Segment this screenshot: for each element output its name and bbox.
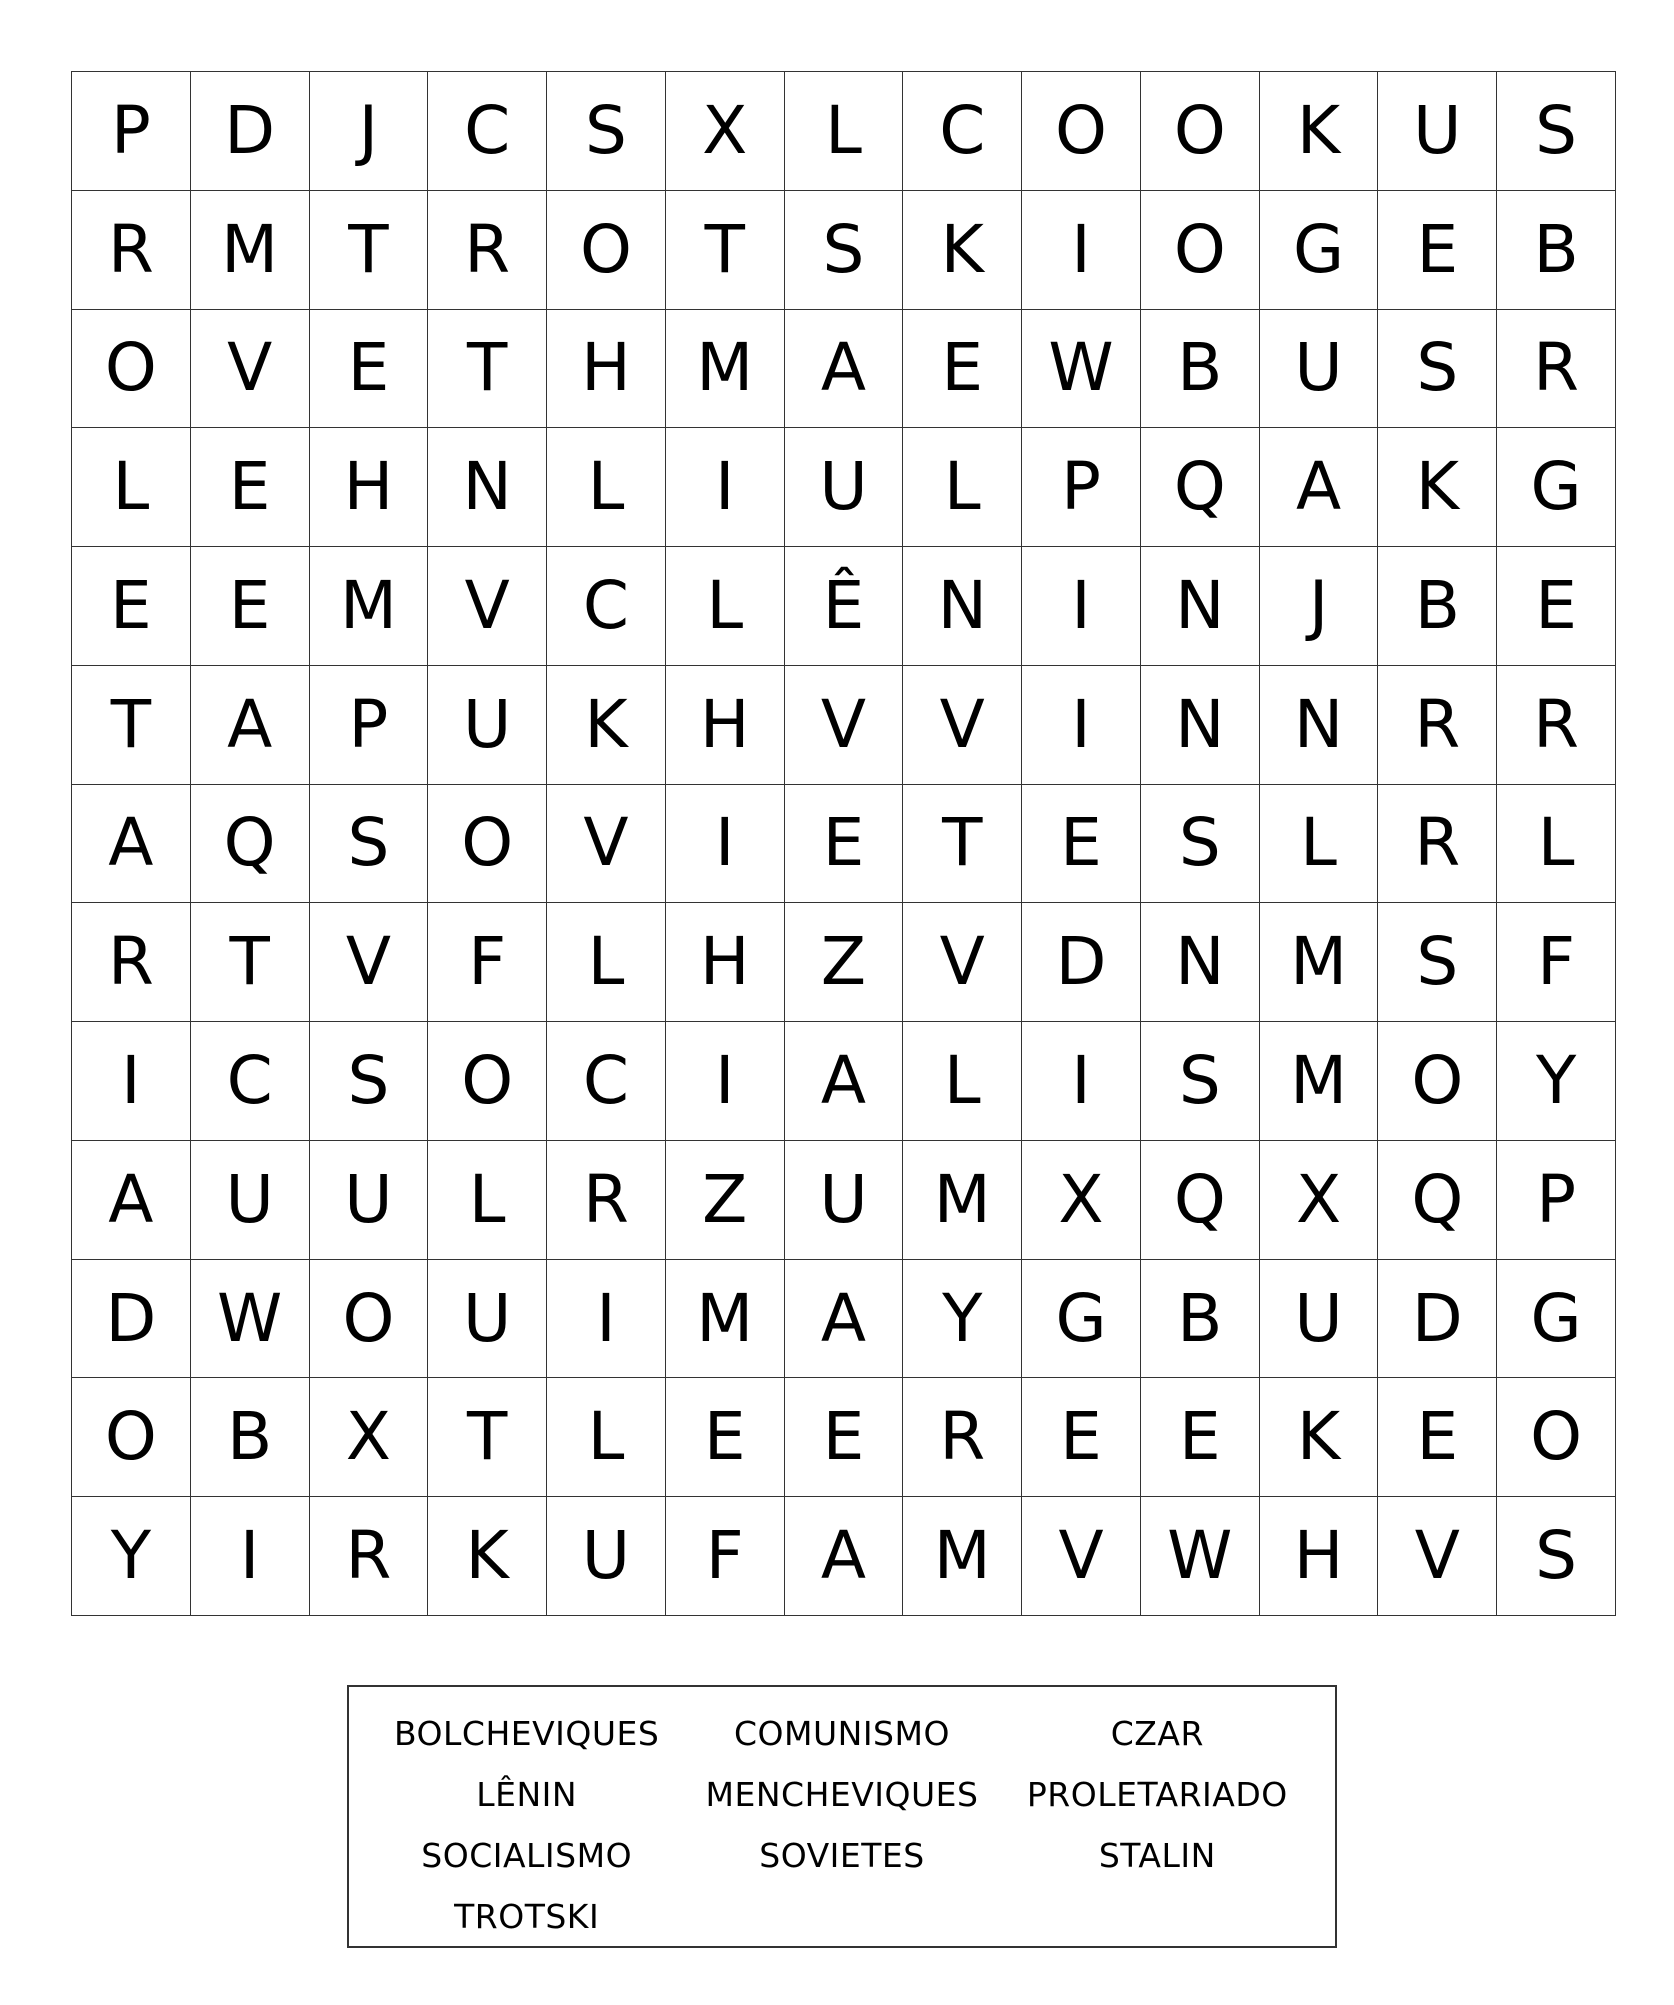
grid-cell[interactable]: C xyxy=(547,1022,666,1141)
grid-cell[interactable]: E xyxy=(1378,191,1497,310)
grid-cell[interactable]: A xyxy=(72,1141,191,1260)
grid-cell[interactable]: S xyxy=(310,1022,429,1141)
grid-cell[interactable]: I xyxy=(1022,547,1141,666)
word-bank-item: SOCIALISMO xyxy=(421,1836,633,1875)
grid-cell[interactable]: L xyxy=(547,428,666,547)
word-bank-item: STALIN xyxy=(1098,1836,1216,1875)
grid-cell[interactable]: L xyxy=(903,428,1022,547)
grid-cell[interactable]: T xyxy=(666,191,785,310)
grid-cell[interactable]: A xyxy=(785,310,904,429)
grid-cell[interactable]: H xyxy=(310,428,429,547)
grid-cell[interactable]: Q xyxy=(1378,1141,1497,1260)
grid-cell[interactable]: A xyxy=(785,1260,904,1379)
grid-cell[interactable]: D xyxy=(1022,903,1141,1022)
grid-cell[interactable]: E xyxy=(785,1378,904,1497)
grid-cell[interactable]: A xyxy=(72,785,191,904)
grid-cell[interactable]: D xyxy=(72,1260,191,1379)
grid-cell[interactable]: M xyxy=(903,1141,1022,1260)
word-bank-item: BOLCHEVIQUES xyxy=(393,1714,660,1753)
grid-cell[interactable]: O xyxy=(1378,1022,1497,1141)
grid-cell[interactable]: S xyxy=(785,191,904,310)
grid-cell[interactable]: A xyxy=(785,1022,904,1141)
grid-cell[interactable]: I xyxy=(191,1497,310,1616)
word-search-grid xyxy=(71,71,1616,1616)
grid-cell[interactable]: X xyxy=(1022,1141,1141,1260)
grid-cell[interactable]: U xyxy=(1260,1260,1379,1379)
grid-cell[interactable]: U xyxy=(547,1497,666,1616)
grid-cell[interactable]: I xyxy=(1022,666,1141,785)
grid-cell[interactable]: L xyxy=(1260,785,1379,904)
grid-cell[interactable]: M xyxy=(1260,1022,1379,1141)
grid-cell[interactable]: Y xyxy=(903,1260,1022,1379)
grid-cell[interactable]: Q xyxy=(1141,428,1260,547)
grid-cell[interactable]: G xyxy=(1497,428,1616,547)
grid-cell[interactable]: H xyxy=(666,666,785,785)
grid-cell[interactable]: K xyxy=(1378,428,1497,547)
grid-cell[interactable]: S xyxy=(310,785,429,904)
grid-cell[interactable]: F xyxy=(666,1497,785,1616)
grid-cell[interactable]: A xyxy=(785,1497,904,1616)
grid-cell[interactable]: N xyxy=(903,547,1022,666)
grid-cell[interactable]: E xyxy=(1141,1378,1260,1497)
grid-cell[interactable]: V xyxy=(191,310,310,429)
grid-cell[interactable]: L xyxy=(547,1378,666,1497)
grid-cell[interactable]: S xyxy=(1141,785,1260,904)
grid-cell[interactable]: N xyxy=(428,428,547,547)
grid-cell[interactable]: U xyxy=(785,428,904,547)
word-bank xyxy=(347,1685,1337,1948)
grid-cell[interactable]: N xyxy=(1260,666,1379,785)
grid-cell[interactable]: E xyxy=(310,310,429,429)
grid-cell[interactable]: Y xyxy=(72,1497,191,1616)
grid-cell[interactable]: V xyxy=(785,666,904,785)
grid-cell[interactable]: I xyxy=(547,1260,666,1379)
grid-cell[interactable]: P xyxy=(310,666,429,785)
grid-cell[interactable]: P xyxy=(1022,428,1141,547)
grid-cell[interactable]: V xyxy=(903,666,1022,785)
grid-cell[interactable]: M xyxy=(1260,903,1379,1022)
grid-cell[interactable]: U xyxy=(310,1141,429,1260)
grid-cell[interactable]: S xyxy=(1378,903,1497,1022)
grid-cell[interactable]: S xyxy=(1141,1022,1260,1141)
grid-cell[interactable]: K xyxy=(1260,72,1379,191)
grid-cell[interactable]: E xyxy=(191,428,310,547)
grid-cell[interactable]: T xyxy=(310,191,429,310)
grid-cell[interactable]: M xyxy=(191,191,310,310)
grid-cell[interactable]: R xyxy=(428,191,547,310)
grid-cell[interactable]: L xyxy=(903,1022,1022,1141)
grid-cell[interactable]: O xyxy=(1497,1378,1616,1497)
grid-cell[interactable]: C xyxy=(903,72,1022,191)
grid-cell[interactable]: W xyxy=(1141,1497,1260,1616)
grid-cell[interactable]: D xyxy=(191,72,310,191)
word-bank-item: LÊNIN xyxy=(476,1775,578,1814)
grid-cell[interactable]: I xyxy=(666,785,785,904)
grid-cell[interactable]: E xyxy=(785,785,904,904)
grid-cell[interactable]: E xyxy=(72,547,191,666)
grid-cell[interactable]: O xyxy=(1141,72,1260,191)
grid-cell[interactable]: F xyxy=(1497,903,1616,1022)
grid-cell[interactable]: U xyxy=(428,666,547,785)
grid-cell[interactable]: J xyxy=(310,72,429,191)
grid-cell[interactable]: S xyxy=(1497,72,1616,191)
grid-cell[interactable]: E xyxy=(1378,1378,1497,1497)
grid-cell[interactable]: W xyxy=(1022,310,1141,429)
word-bank-item: PROLETARIADO xyxy=(1026,1775,1288,1814)
grid-cell[interactable]: C xyxy=(547,547,666,666)
grid-cell[interactable]: Ê xyxy=(785,547,904,666)
grid-cell[interactable]: N xyxy=(1141,666,1260,785)
grid-cell[interactable]: H xyxy=(666,903,785,1022)
grid-cell[interactable]: T xyxy=(72,666,191,785)
grid-cell[interactable]: R xyxy=(1378,785,1497,904)
grid-cell[interactable]: L xyxy=(1497,785,1616,904)
grid-cell[interactable]: I xyxy=(1022,1022,1141,1141)
grid-cell[interactable]: B xyxy=(1141,310,1260,429)
grid-cell[interactable]: E xyxy=(191,547,310,666)
grid-cell[interactable]: K xyxy=(1260,1378,1379,1497)
grid-cell[interactable]: C xyxy=(428,72,547,191)
grid-cell[interactable]: D xyxy=(1378,1260,1497,1379)
grid-cell[interactable]: F xyxy=(428,903,547,1022)
grid-cell[interactable]: G xyxy=(1022,1260,1141,1379)
grid-cell[interactable]: T xyxy=(428,1378,547,1497)
grid-cell[interactable]: O xyxy=(72,1378,191,1497)
grid-cell[interactable]: R xyxy=(72,191,191,310)
grid-cell[interactable]: U xyxy=(1260,310,1379,429)
grid-cell[interactable]: I xyxy=(1022,191,1141,310)
grid-cell[interactable]: J xyxy=(1260,547,1379,666)
grid-cell[interactable]: M xyxy=(310,547,429,666)
grid-cell[interactable]: E xyxy=(666,1378,785,1497)
grid-cell[interactable]: O xyxy=(72,310,191,429)
grid-cell[interactable]: M xyxy=(903,1497,1022,1616)
grid-cell[interactable]: A xyxy=(191,666,310,785)
grid-cell[interactable]: O xyxy=(547,191,666,310)
grid-cell[interactable]: Q xyxy=(1141,1141,1260,1260)
grid-cell[interactable]: I xyxy=(666,1022,785,1141)
grid-cell[interactable]: R xyxy=(903,1378,1022,1497)
grid-cell[interactable]: P xyxy=(72,72,191,191)
grid-cell[interactable]: R xyxy=(1497,666,1616,785)
grid-cell[interactable]: L xyxy=(785,72,904,191)
grid-cell[interactable]: S xyxy=(1378,310,1497,429)
grid-cell[interactable]: X xyxy=(310,1378,429,1497)
grid-cell[interactable]: L xyxy=(72,428,191,547)
grid-cell[interactable]: K xyxy=(428,1497,547,1616)
grid-cell[interactable]: L xyxy=(547,903,666,1022)
grid-cell[interactable]: B xyxy=(1378,547,1497,666)
grid-cell[interactable]: L xyxy=(428,1141,547,1260)
grid-cell[interactable]: B xyxy=(191,1378,310,1497)
grid-cell[interactable]: O xyxy=(428,785,547,904)
grid-cell[interactable]: S xyxy=(1497,1497,1616,1616)
grid-cell[interactable]: U xyxy=(428,1260,547,1379)
grid-cell[interactable]: X xyxy=(1260,1141,1379,1260)
grid-cell[interactable]: K xyxy=(903,191,1022,310)
grid-cell[interactable]: G xyxy=(1260,191,1379,310)
grid-cell[interactable]: V xyxy=(428,547,547,666)
grid-cell[interactable]: C xyxy=(191,1022,310,1141)
grid-cell[interactable]: R xyxy=(72,903,191,1022)
grid-cell[interactable]: O xyxy=(428,1022,547,1141)
grid-cell[interactable]: Q xyxy=(191,785,310,904)
grid-cell[interactable]: O xyxy=(310,1260,429,1379)
grid-cell[interactable]: V xyxy=(547,785,666,904)
grid-cell[interactable]: R xyxy=(1378,666,1497,785)
grid-cell[interactable]: R xyxy=(547,1141,666,1260)
grid-cell[interactable]: L xyxy=(666,547,785,666)
grid-cell[interactable]: T xyxy=(903,785,1022,904)
grid-cell[interactable]: P xyxy=(1497,1141,1616,1260)
grid-cell[interactable]: M xyxy=(666,1260,785,1379)
grid-cell[interactable]: T xyxy=(428,310,547,429)
grid-cell[interactable]: E xyxy=(1022,785,1141,904)
grid-cell[interactable]: A xyxy=(1260,428,1379,547)
grid-cell[interactable]: V xyxy=(1022,1497,1141,1616)
grid-cell[interactable]: U xyxy=(191,1141,310,1260)
grid-cell[interactable]: U xyxy=(1378,72,1497,191)
grid-cell[interactable]: U xyxy=(785,1141,904,1260)
grid-cell[interactable]: K xyxy=(547,666,666,785)
grid-cell[interactable]: E xyxy=(1497,547,1616,666)
grid-cell[interactable]: Z xyxy=(785,903,904,1022)
grid-cell[interactable]: S xyxy=(547,72,666,191)
grid-cell[interactable]: I xyxy=(666,428,785,547)
grid-cell[interactable]: I xyxy=(72,1022,191,1141)
word-bank-item: SOVIETES xyxy=(759,1836,925,1875)
grid-cell[interactable]: R xyxy=(1497,310,1616,429)
grid-cell[interactable]: E xyxy=(903,310,1022,429)
grid-cell[interactable]: M xyxy=(666,310,785,429)
grid-cell[interactable]: B xyxy=(1497,191,1616,310)
grid-cell[interactable]: G xyxy=(1497,1260,1616,1379)
grid-cell[interactable]: Z xyxy=(666,1141,785,1260)
word-bank-item: CZAR xyxy=(1110,1714,1204,1753)
grid-cell[interactable]: X xyxy=(666,72,785,191)
grid-cell[interactable]: N xyxy=(1141,547,1260,666)
word-bank-item: COMUNISMO xyxy=(734,1714,950,1753)
grid-cell[interactable]: W xyxy=(191,1260,310,1379)
grid-cell[interactable]: V xyxy=(310,903,429,1022)
grid-cell[interactable]: T xyxy=(191,903,310,1022)
grid-cell[interactable]: B xyxy=(1141,1260,1260,1379)
grid-cell[interactable]: H xyxy=(547,310,666,429)
grid-cell[interactable]: V xyxy=(1378,1497,1497,1616)
grid-cell[interactable]: H xyxy=(1260,1497,1379,1616)
word-bank-item: TROTSKI xyxy=(454,1897,600,1936)
grid-cell[interactable]: E xyxy=(1022,1378,1141,1497)
grid-cell[interactable]: R xyxy=(310,1497,429,1616)
grid-cell[interactable]: Y xyxy=(1497,1022,1616,1141)
word-bank-item: MENCHEVIQUES xyxy=(705,1775,979,1814)
grid-cell[interactable]: N xyxy=(1141,903,1260,1022)
grid-cell[interactable]: O xyxy=(1022,72,1141,191)
grid-cell[interactable]: O xyxy=(1141,191,1260,310)
grid-cell[interactable]: V xyxy=(903,903,1022,1022)
